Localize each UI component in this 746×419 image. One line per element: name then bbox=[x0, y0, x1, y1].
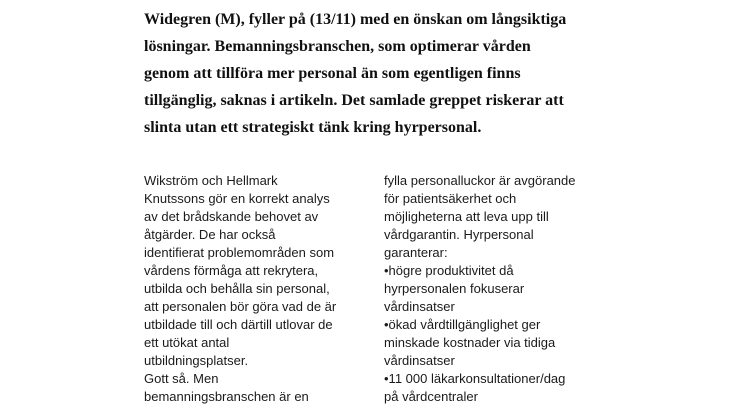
body-line: hyrpersonalen fokuserar bbox=[384, 281, 525, 296]
body-line: vårdens förmåga att rekrytera, bbox=[144, 263, 319, 278]
body-line: utbildningsplatser. bbox=[144, 353, 249, 368]
body-line: utbildade till och därtill utlovar de bbox=[144, 317, 333, 332]
body-line: vårdgarantin. Hyrpersonal bbox=[384, 227, 534, 242]
bullet-line: •ökad vårdtillgänglighet ger bbox=[384, 317, 541, 332]
bullet-line: •11 000 läkarkonsultationer/dag bbox=[384, 371, 566, 386]
body-line: vårdinsatser bbox=[384, 299, 455, 314]
body-line: av det brådskande behovet av bbox=[144, 209, 319, 224]
body-line: fylla personalluckor är avgörande bbox=[384, 173, 576, 188]
lead-line: genom att tillföra mer personal än som egentligen finns bbox=[144, 65, 521, 82]
body-line: Knutssons gör en korrekt analys bbox=[144, 191, 330, 206]
body-line: utbilda och behålla sin personal, bbox=[144, 281, 330, 296]
body-line: Gott så. Men bbox=[144, 371, 219, 386]
lead-line: tillgänglig, saknas i artikeln. Det samlade greppet riskerar att bbox=[144, 92, 564, 109]
body-line: identifierat problemområden som bbox=[144, 245, 335, 260]
body-line: minskade kostnader via tidiga bbox=[384, 335, 556, 350]
body-line: att personalen bör göra vad de är bbox=[144, 299, 337, 314]
lead-line: slinta utan ett strategiskt tänk kring hyrpersonal. bbox=[144, 119, 482, 136]
body-line: på vårdcentraler bbox=[384, 389, 478, 404]
body-line: för patientsäkerhet och bbox=[384, 191, 517, 206]
lead-line: Widegren (M), fyller på (13/11) med en önskan om långsiktiga bbox=[144, 11, 567, 28]
body-line: garanterar: bbox=[384, 245, 448, 260]
body-line: möjligheterna att leva upp till bbox=[384, 209, 549, 224]
lead-line: lösningar. Bemanningsbranschen, som optimerar vården bbox=[144, 38, 531, 55]
body-line: bemanningsbranschen är en bbox=[144, 389, 309, 404]
body-line: ett utökat antal bbox=[144, 335, 230, 350]
body-line: Wikström och Hellmark bbox=[144, 173, 278, 188]
body-line: åtgärder. De har också bbox=[144, 227, 276, 242]
bullet-line: •högre produktivitet då bbox=[384, 263, 514, 278]
body-line: vårdinsatser bbox=[384, 353, 455, 368]
